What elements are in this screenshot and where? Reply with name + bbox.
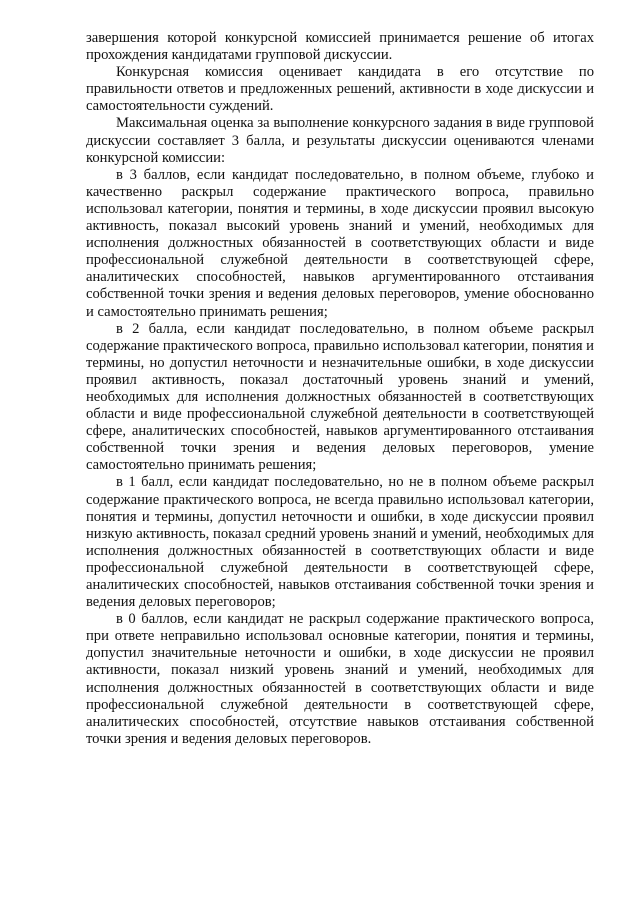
paragraph-evaluation: Конкурсная комиссия оценивает кандидата в его отсутствие по правильности ответов и предложенных решений, активности в ходе дискуссии и самостоятельности суждений. [86,64,594,115]
paragraph-score-1: в 1 балл, если кандидат последовательно, но не в полном объеме раскрыл содержание практического вопроса, не всегда правильно использовал категории, понятия и термины, допустил неточности и ошибки, в ходе дискуссии проявил низкую активность, показал средний уровень знаний и умений, необходимых для исполнения должностных обязанностей в соответствующих области и виде профессиональной служебной деятельности в соответствующей сфере, аналитических способностей, навыков отстаивания собственной точки зрения и ведения деловых переговоров; [86,474,594,611]
paragraph-score-2: в 2 балла, если кандидат последовательно, в полном объеме раскрыл содержание практического вопроса, правильно использовал категории, понятия и термины, но допустил неточности и незначительные ошибки, в ходе дискуссии проявил активность, показал достаточный уровень знаний и умений, необходимых для исполнения должностных обязанностей в соответствующих области и виде профессиональной служебной деятельности в соответствующей сфере, аналитических способностей, навыков аргументированного отстаивания собственной точки зрения и ведения деловых переговоров, умение самостоятельно принимать решения; [86,320,594,474]
paragraph-score-3: в 3 баллов, если кандидат последовательно, в полном объеме, глубоко и качественно раскрыл содержание практического вопроса, правильно использовал категории, понятия и термины, в ходе дискуссии проявил высокую активность, показал высокий уровень знаний и умений, необходимых для исполнения должностных обязанностей в соответствующих области и виде профессиональной служебной деятельности в соответствующей сфере, аналитических способностей, навыков аргументированного отстаивания собственной точки зрения и ведения деловых переговоров, умение обоснованно и самостоятельно принимать решения; [86,166,594,320]
paragraph-max-score: Максимальная оценка за выполнение конкурсного задания в виде групповой дискуссии составляет 3 балла, и результаты дискуссии оцениваются членами конкурсной комиссии: [86,115,594,166]
document-body [86,30,594,748]
paragraph-continuation: завершения которой конкурсной комиссией принимается решение об итогах прохождения кандидатами групповой дискуссии. [86,30,594,64]
paragraph-score-0: в 0 баллов, если кандидат не раскрыл содержание практического вопроса, при ответе неправильно использовал основные категории, понятия и термины, допустил значительные неточности и ошибки, в ходе дискуссии не проявил активности, показал низкий уровень знаний и умений, необходимых для исполнения должностных обязанностей в соответствующих области и виде профессиональной служебной деятельности в соответствующей сфере, аналитических способностей, отсутствие навыков отстаивания собственной точки зрения и ведения деловых переговоров. [86,611,594,747]
